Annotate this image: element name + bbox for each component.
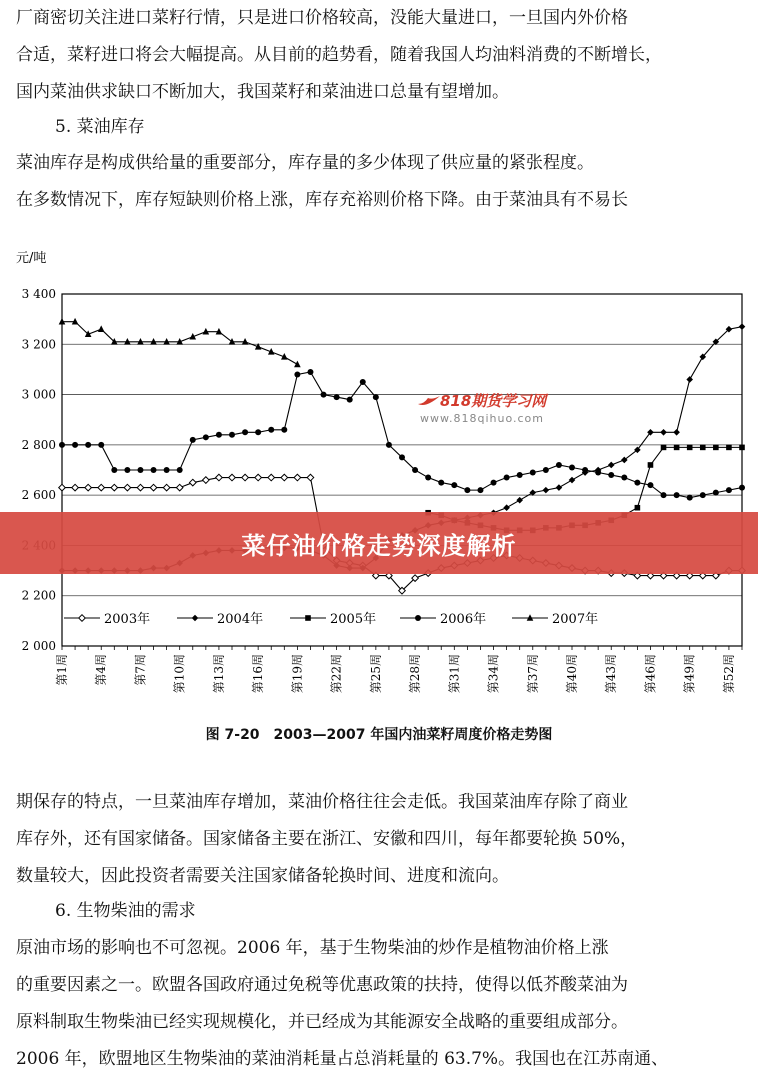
data-point: [569, 477, 576, 484]
data-point: [660, 429, 667, 436]
y-tick-label: 2 200: [21, 588, 56, 603]
x-tick-label: 第46周: [643, 654, 658, 694]
data-point: [281, 427, 287, 433]
data-point: [556, 484, 563, 491]
text-line: 合适，菜籽进口将会大幅提高。从目前的趋势看，随着我国人均油料消费的不断增长，: [16, 45, 662, 65]
data-point: [137, 467, 143, 473]
x-tick-label: 第13周: [211, 654, 226, 694]
x-tick-label: 第22周: [329, 654, 344, 694]
data-point: [661, 492, 667, 498]
data-point: [307, 369, 313, 375]
data-point: [412, 467, 418, 473]
data-point: [438, 480, 444, 486]
data-point: [137, 484, 144, 491]
text-line: 的重要因素之一。欧盟各国政府通过免税等优惠政策的扶持，使得以低芥酸菜油为: [16, 975, 628, 995]
data-point: [713, 490, 719, 496]
data-point: [686, 376, 693, 383]
data-point: [98, 484, 105, 491]
data-point: [360, 379, 366, 385]
data-point: [294, 474, 301, 481]
data-point: [72, 442, 78, 448]
legend-label: 2004年: [217, 612, 264, 627]
data-point: [713, 445, 719, 451]
paragraph-after-chart: [16, 784, 744, 895]
data-point: [98, 442, 104, 448]
data-point: [739, 445, 745, 451]
data-point: [582, 467, 588, 473]
data-point: [673, 429, 680, 436]
data-point: [635, 505, 641, 511]
data-point: [739, 485, 745, 491]
x-tick-label: 第49周: [682, 654, 697, 694]
y-tick-label: 2 000: [21, 639, 56, 653]
data-point: [464, 487, 470, 493]
data-point: [307, 474, 314, 481]
data-point: [700, 492, 706, 498]
data-point: [85, 484, 92, 491]
paragraph-rapeseed-oil-stock: [16, 145, 744, 219]
series-line: [62, 372, 742, 498]
data-point: [595, 470, 601, 476]
data-point: [190, 437, 196, 443]
data-point: [164, 467, 170, 473]
data-point: [124, 484, 131, 491]
data-point: [281, 474, 288, 481]
legend-label: 2003年: [104, 612, 151, 627]
data-point: [176, 484, 183, 491]
data-point: [192, 615, 199, 622]
data-point: [687, 445, 693, 451]
data-point: [111, 467, 117, 473]
data-point: [72, 484, 79, 491]
data-point: [648, 462, 654, 468]
data-point: [203, 434, 209, 440]
data-point: [700, 445, 706, 451]
data-point: [150, 484, 157, 491]
text-line: 数量较大，因此投资者需要关注国家储备轮换时间、进度和流向。: [16, 866, 509, 886]
paragraph-biodiesel: [16, 930, 744, 1078]
legend-label: 2006年: [440, 612, 487, 627]
data-point: [242, 429, 248, 435]
x-tick-label: 第37周: [525, 654, 540, 694]
data-point: [305, 615, 311, 621]
data-point: [189, 479, 196, 486]
text-line: 库存外，还有国家储备。国家储备主要在浙江、安徽和四川，每年都要轮换 50%，: [16, 829, 638, 849]
data-point: [399, 454, 405, 460]
data-point: [608, 462, 615, 469]
watermark-title: 818期货学习网: [440, 392, 547, 410]
data-point: [347, 397, 353, 403]
data-point: [516, 497, 523, 504]
y-tick-label: 2 600: [21, 488, 56, 503]
y-tick-label: 2 800: [21, 437, 56, 452]
data-point: [634, 480, 640, 486]
text-line: 厂商密切关注进口菜籽行情，只是进口价格较高，没能大量进口，一旦国内外价格: [16, 8, 628, 28]
y-tick-label: 3 400: [21, 287, 56, 301]
data-point: [79, 615, 86, 622]
data-point: [242, 474, 249, 481]
x-tick-label: 第19周: [290, 654, 305, 694]
flame-icon: [416, 390, 442, 410]
text-line: 原料制取生物柴油已经实现规模化，并已经成为其能源安全战略的重要组成部分。: [16, 1012, 628, 1032]
x-tick-label: 第1周: [55, 654, 69, 686]
data-point: [687, 495, 693, 501]
data-point: [163, 484, 170, 491]
data-point: [504, 475, 510, 481]
legend-label: 2007年: [552, 612, 599, 627]
x-tick-label: 第25周: [368, 654, 383, 694]
data-point: [255, 429, 261, 435]
data-point: [268, 427, 274, 433]
data-point: [674, 492, 680, 498]
data-point: [477, 487, 483, 493]
data-point: [517, 472, 523, 478]
x-tick-label: 第31周: [447, 654, 462, 694]
data-point: [726, 487, 732, 493]
data-point: [294, 361, 301, 368]
data-point: [621, 475, 627, 481]
data-point: [216, 432, 222, 438]
watermark-url: www.818qihuo.com: [420, 412, 544, 425]
data-point: [373, 394, 379, 400]
text-line: 期保存的特点，一旦菜油库存增加，菜油价格往往会走低。我国菜油库存除了商业: [16, 792, 628, 812]
data-point: [177, 467, 183, 473]
x-tick-labels: [55, 646, 742, 693]
data-point: [203, 477, 210, 484]
data-point: [255, 474, 262, 481]
paragraph-intro: [16, 0, 744, 111]
section-heading-5: 5. 菜油库存: [55, 117, 145, 137]
data-point: [674, 445, 680, 451]
x-tick-label: 第16周: [251, 654, 266, 694]
text-line: 2006 年，欧盟地区生物柴油的菜油消耗量占总消耗量的 63.7%。我国也在江苏南通、: [16, 1049, 669, 1069]
data-point: [151, 467, 157, 473]
x-tick-label: 第4周: [94, 654, 109, 686]
data-point: [491, 480, 497, 486]
figure-caption: 图 7-20 2003—2007 年国内油菜籽周度价格走势图: [205, 727, 553, 743]
data-point: [530, 470, 536, 476]
data-point: [334, 394, 340, 400]
y-tick-label: 3 200: [21, 337, 56, 352]
data-point: [111, 484, 118, 491]
title-banner: [0, 512, 758, 574]
price-trend-chart: [0, 235, 758, 720]
data-point: [216, 474, 223, 481]
data-point: [98, 325, 105, 332]
text-line: 在多数情况下，库存短缺则价格上涨，库存充裕则价格下降。由于菜油具有不易长: [16, 190, 628, 210]
data-point: [268, 474, 275, 481]
data-point: [543, 487, 550, 494]
chart-legend: [64, 611, 598, 627]
data-point: [608, 472, 614, 478]
series-3: [59, 369, 745, 501]
data-point: [569, 464, 575, 470]
x-tick-label: 第10周: [172, 654, 187, 694]
data-point: [451, 482, 457, 488]
text-line: 菜油库存是构成供给量的重要部分，库存量的多少体现了供应量的紧张程度。: [16, 153, 594, 173]
y-tick-labels: [22, 287, 56, 653]
data-point: [425, 475, 431, 481]
x-tick-label: 第34周: [486, 654, 501, 694]
series-4: [59, 318, 301, 367]
data-point: [229, 432, 235, 438]
x-tick-label: 第7周: [133, 654, 148, 686]
data-point: [661, 445, 667, 451]
data-point: [386, 442, 392, 448]
banner-title: 菜仔油价格走势深度解析: [241, 532, 517, 560]
data-point: [321, 392, 327, 398]
y-axis-label: 元/吨: [16, 251, 47, 266]
data-point: [647, 482, 653, 488]
x-tick-label: 第40周: [565, 654, 579, 694]
data-point: [726, 445, 732, 451]
x-tick-label: 第52周: [721, 654, 736, 694]
data-point: [59, 442, 65, 448]
data-point: [59, 484, 66, 491]
data-point: [543, 467, 549, 473]
legend-label: 2005年: [330, 612, 377, 627]
section-heading-6: 6. 生物柴油的需求: [55, 901, 196, 921]
x-tick-label: 第28周: [408, 654, 423, 694]
text-line: 原油市场的影响也不可忽视。2006 年，基于生物柴油的炒作是植物油价格上涨: [16, 938, 609, 958]
data-point: [124, 467, 130, 473]
data-point: [85, 442, 91, 448]
data-point: [294, 371, 300, 377]
y-tick-label: 3 000: [21, 387, 56, 402]
data-point: [739, 323, 746, 330]
data-point: [229, 474, 236, 481]
x-tick-label: 第43周: [604, 654, 619, 694]
watermark-logo: [414, 390, 594, 430]
data-point: [556, 462, 562, 468]
data-point: [503, 504, 510, 511]
data-point: [415, 615, 421, 621]
text-line: 国内菜油供求缺口不断加大，我国菜籽和菜油进口总量有望增加。: [16, 82, 509, 102]
